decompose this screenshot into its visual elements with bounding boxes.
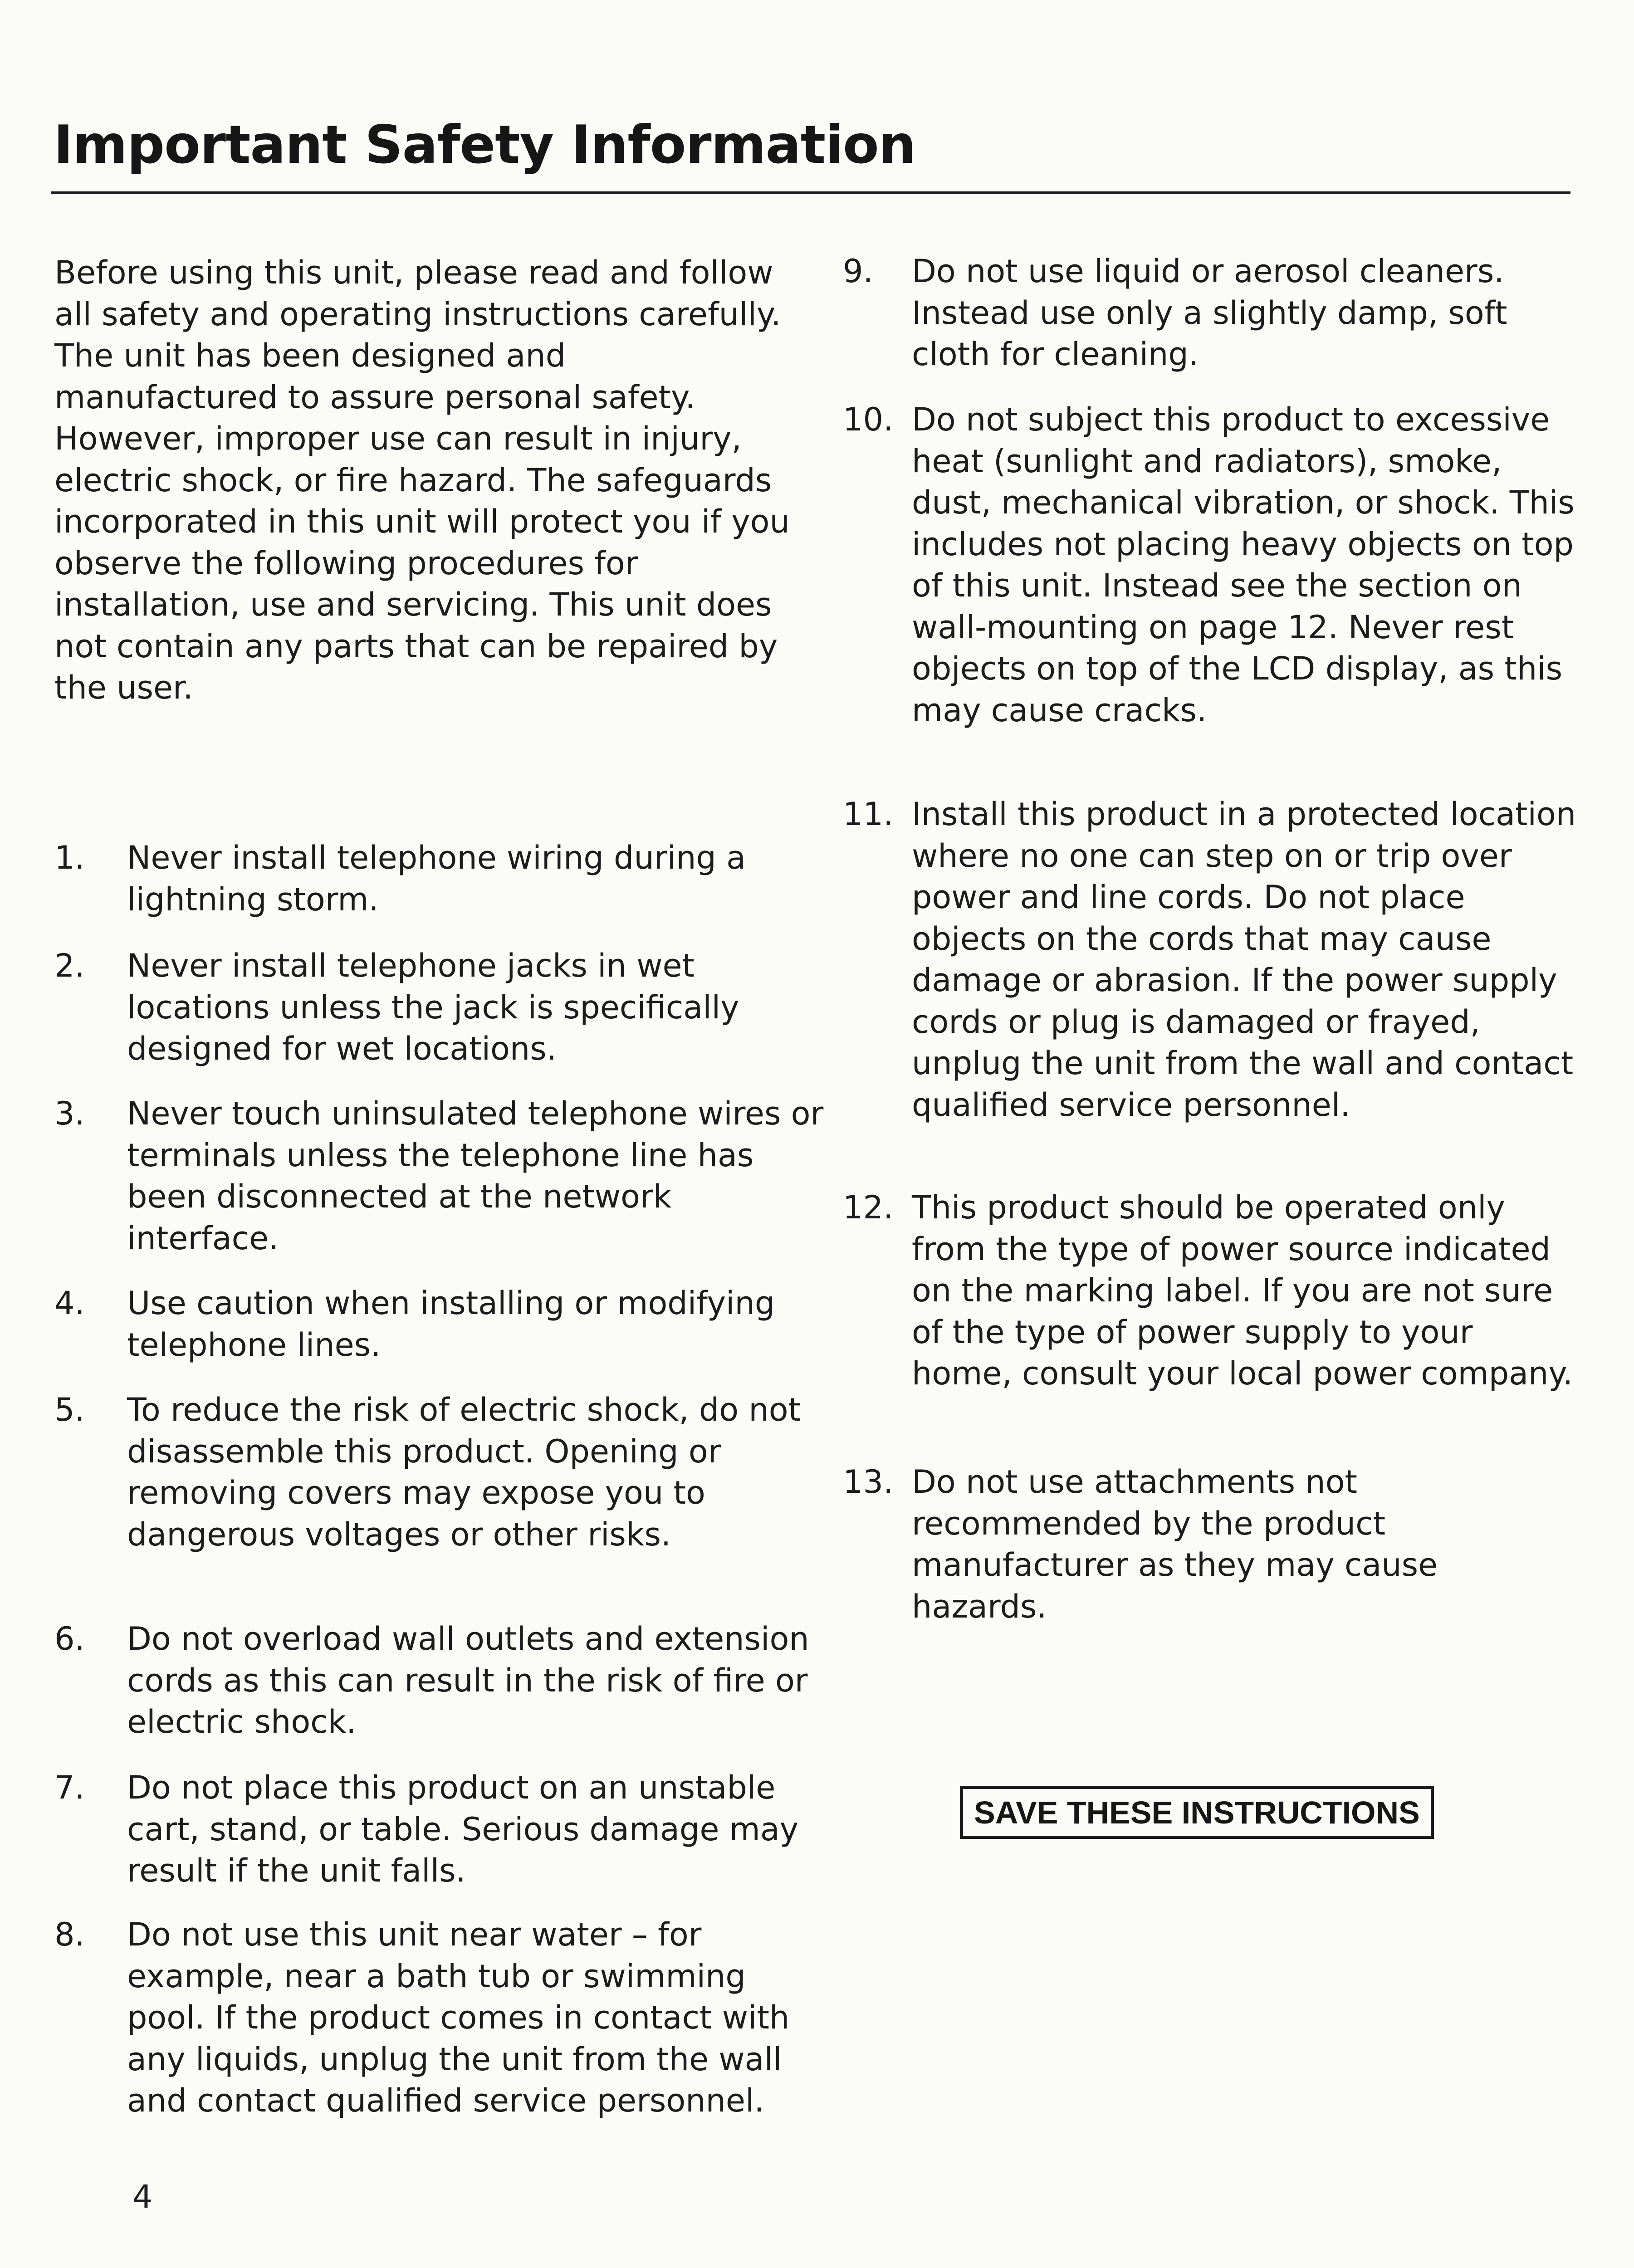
title-underline — [51, 191, 1570, 194]
item-text: Install this product in a protected location where no one can step on or trip over power and line cords. Do not place objects on the cords that may cause damage or abrasion. If the power supply cords or plug is damaged or frayed, unplug the unit from the wall and contact qualified service personnel. — [912, 796, 1576, 1124]
safety-item — [843, 1187, 1579, 1395]
safety-item — [843, 1461, 1579, 1628]
item-text: To reduce the risk of electric shock, do not disassemble this product. Opening or removing covers may expose you to dangerous voltages or other risks. — [127, 1391, 801, 1553]
item-number: 12. — [843, 1189, 894, 1226]
item-number: 13. — [843, 1463, 894, 1501]
item-number: 8. — [54, 1916, 85, 1953]
page-number: 4 — [132, 2178, 153, 2215]
safety-item — [54, 1767, 826, 1892]
safety-item — [843, 399, 1579, 731]
save-instructions-notice: SAVE THESE INSTRUCTIONS — [960, 1786, 1434, 1839]
safety-item — [54, 1618, 826, 1743]
safety-item — [54, 945, 826, 1070]
item-text: Never install telephone jacks in wet locations unless the jack is specifically designed for wet locations. — [127, 947, 739, 1067]
item-number: 9. — [843, 253, 873, 290]
item-number: 7. — [54, 1769, 85, 1806]
item-text: Use caution when installing or modifying telephone lines. — [127, 1285, 775, 1364]
item-number: 4. — [54, 1285, 85, 1322]
safety-item — [54, 1389, 826, 1555]
safety-item — [843, 251, 1579, 376]
safety-item — [843, 794, 1579, 1126]
item-text: Do not use attachments not recommended by the product manufacturer as they may cause hazards. — [912, 1463, 1438, 1625]
item-text: Do not place this product on an unstable cart, stand, or table. Serious damage may result if the unit falls. — [127, 1769, 799, 1889]
item-text: Do not use this unit near water – for example, near a bath tub or swimming pool. If the product comes in contact with any liquids, unplug the unit from the wall and contact qualified service personnel. — [127, 1916, 790, 2119]
safety-item — [54, 1283, 826, 1366]
safety-item — [54, 1093, 826, 1259]
item-text: Never install telephone wiring during a lightning storm. — [127, 839, 746, 918]
item-number: 11. — [843, 796, 894, 833]
item-text: Do not subject this product to excessive heat (sunlight and radiators), smoke, dust, mechanical vibration, or shock. This includes not placing heavy objects on top of this unit. Instead see the section on wall-mounting on page 12. Never rest objects on top of the LCD display, as this may cause cracks. — [912, 401, 1575, 729]
item-text: Do not use liquid or aerosol cleaners. Instead use only a slightly damp, soft cloth for cleaning. — [912, 253, 1507, 373]
item-number: 2. — [54, 947, 85, 984]
item-text: This product should be operated only from the type of power source indicated on the marking label. If you are not sure of the type of power supply to your home, consult your local power company. — [912, 1189, 1573, 1392]
item-text: Do not overload wall outlets and extension cords as this can result in the risk of fire or electric shock. — [127, 1620, 809, 1740]
item-number: 1. — [54, 839, 85, 876]
page-title: Important Safety Information — [54, 114, 916, 176]
item-number: 5. — [54, 1391, 85, 1428]
safety-item — [54, 1914, 826, 2122]
safety-item — [54, 837, 826, 920]
intro-paragraph: Before using this unit, please read and follow all safety and operating instructions carefully. The unit has been designed and manufactured to assure personal safety. However, improper use can result in injury, electric shock, or fire hazard. The safeguards incorporated in this unit will protect you if you observe the following procedures for installation, use and servicing. This unit does not contain any parts that can be repaired by the user. — [54, 254, 790, 706]
item-number: 6. — [54, 1620, 85, 1657]
item-text: Never touch uninsulated telephone wires or terminals unless the telephone line has been disconnected at the network interface. — [127, 1095, 824, 1257]
item-number: 10. — [843, 401, 894, 438]
item-number: 3. — [54, 1095, 85, 1132]
